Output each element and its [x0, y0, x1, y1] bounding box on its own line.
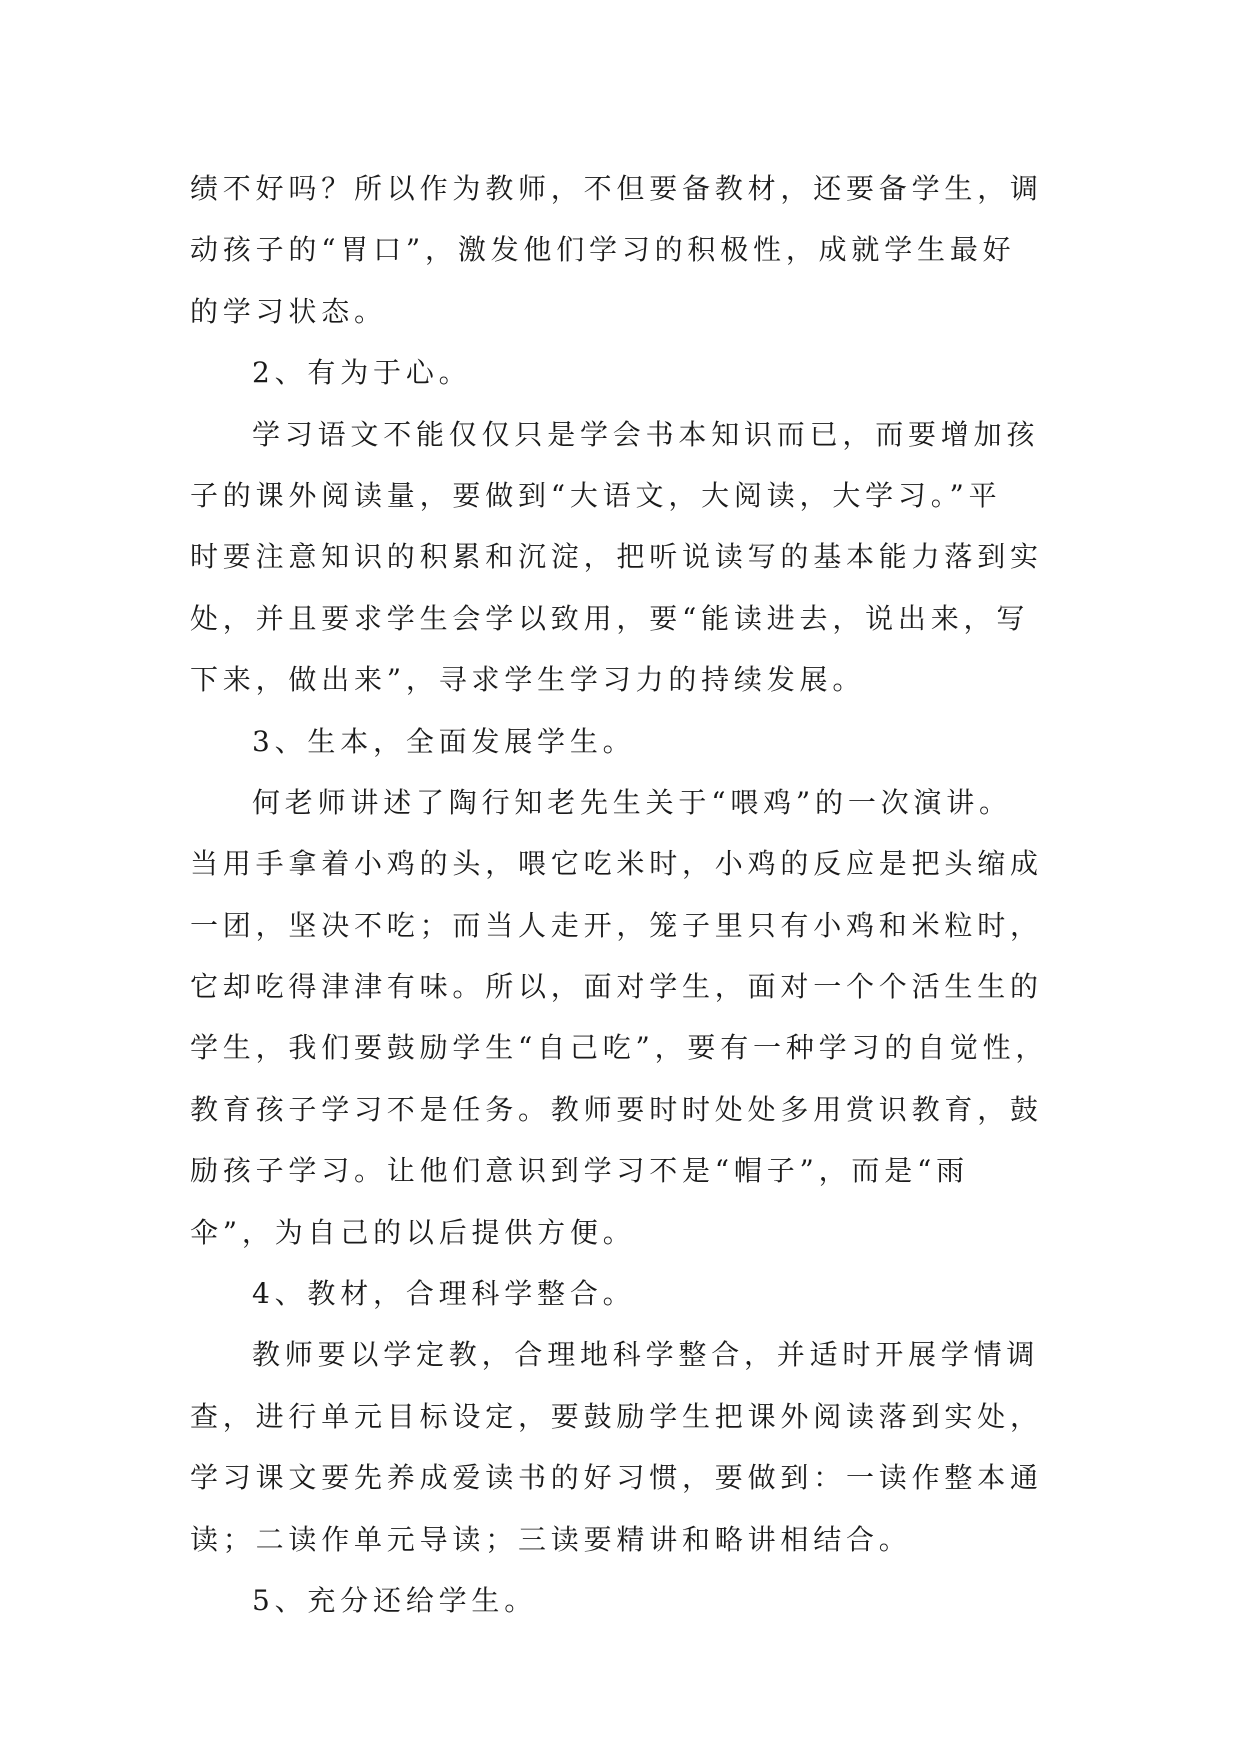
- text-line: 教育孩子学习不是任务。教师要时时处处多用赏识教育，鼓: [190, 1092, 1043, 1126]
- text-line: 学习语文不能仅仅只是学会书本知识而已，而要增加孩: [252, 417, 1040, 451]
- text-line: 当用手拿着小鸡的头，喂它吃米时，小鸡的反应是把头缩成: [190, 847, 1043, 881]
- text-line: 读；二读作单元导读；三读要精讲和略讲相结合。: [190, 1522, 912, 1556]
- section-heading: 4、教材，合理科学整合。: [252, 1277, 636, 1311]
- text-line: 一团，坚决不吃；而当人走开，笼子里只有小鸡和米粒时，: [190, 908, 1043, 942]
- document-body: [190, 158, 1052, 1631]
- text-line: 查，进行单元目标设定，要鼓励学生把课外阅读落到实处，: [190, 1399, 1043, 1433]
- text-line: 教师要以学定教，合理地科学整合，并适时开展学情调: [252, 1338, 1040, 1372]
- text-line: 子的课外阅读量，要做到“大语文，大阅读，大学习。”平: [190, 478, 1002, 512]
- text-line: 处，并且要求学生会学以致用，要“能读进去，说出来，写: [190, 601, 1030, 635]
- text-line: 下来，做出来”，寻求学生学习力的持续发展。: [190, 663, 866, 697]
- section-heading: 2、有为于心。: [252, 356, 472, 390]
- text-line: 学生，我们要鼓励学生“自己吃”，要有一种学习的自觉性，: [190, 1031, 1049, 1065]
- text-line: 励孩子学习。让他们意识到学习不是“帽子”，而是“雨: [190, 1154, 969, 1188]
- text-line: 伞”，为自己的以后提供方便。: [190, 1215, 636, 1249]
- text-line: 的学习状态。: [190, 294, 387, 328]
- section-heading: 3、生本，全面发展学生。: [252, 724, 636, 758]
- text-line: 绩不好吗？所以作为教师，不但要备教材，还要备学生，调: [190, 172, 1043, 205]
- text-line: 动孩子的“胃口”，激发他们学习的积极性，成就学生最好: [190, 233, 1016, 267]
- text-line: 它却吃得津津有味。所以，面对学生，面对一个个活生生的: [190, 970, 1043, 1004]
- text-line: 时要注意知识的积累和沉淀，把听说读写的基本能力落到实: [190, 540, 1043, 574]
- text-line: 何老师讲述了陶行知老先生关于“喂鸡”的一次演讲。: [252, 785, 1012, 819]
- text-line: 学习课文要先养成爱读书的好习惯，要做到：一读作整本通: [190, 1461, 1043, 1495]
- section-heading: 5、充分还给学生。: [252, 1583, 538, 1617]
